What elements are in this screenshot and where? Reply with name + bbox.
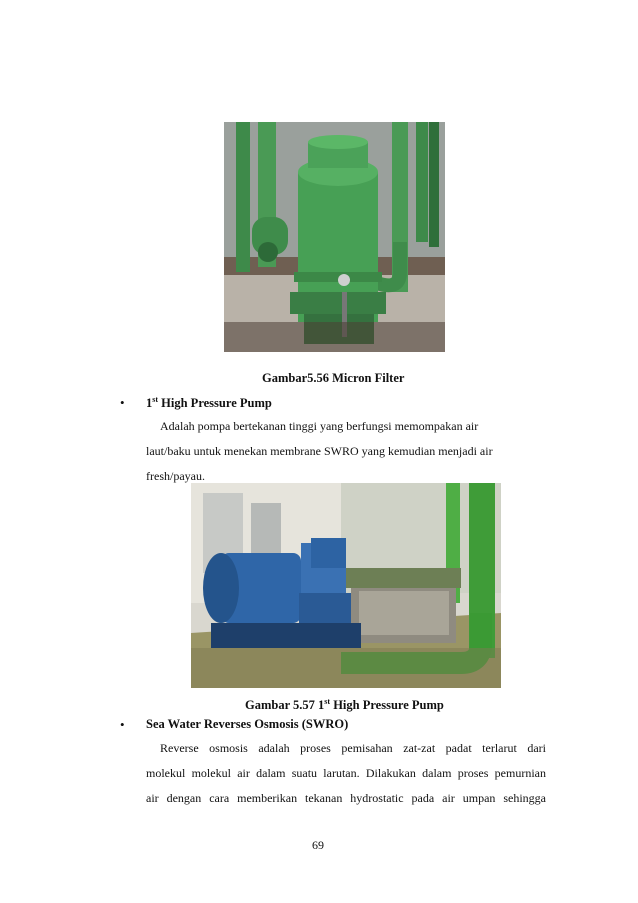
figure1-caption-text: Gambar5.56 Micron Filter: [262, 371, 405, 385]
bullet-glyph-2: •: [120, 717, 125, 732]
section1-heading: [146, 395, 272, 411]
high-pressure-pump-photo: [191, 483, 501, 688]
figure2-caption-sup: st: [324, 697, 331, 706]
figure2-caption-prefix: Gambar 5.57 1: [245, 698, 325, 713]
micron-filter-photo: [224, 122, 445, 352]
bullet-marker: [120, 395, 125, 411]
bullet-marker-2: [120, 717, 125, 733]
pump-illustration: [191, 483, 501, 688]
page-number-text: 69: [312, 838, 324, 852]
section2-heading-text: Sea Water Reverses Osmosis (SWRO): [146, 717, 349, 731]
bullet-glyph: •: [120, 395, 125, 410]
section2-line-3: air dengan cara memberikan tekanan hydrostatic pada air umpan sehingga: [146, 791, 546, 805]
page-number: [312, 838, 324, 853]
figure2-caption-rest: High Pressure Pump: [330, 698, 444, 713]
section1-line-3: fresh/payau.: [146, 469, 205, 483]
section2-line-1: Reverse osmosis adalah proses pemisahan zat-zat padat terlarut dari: [160, 741, 546, 755]
section2-paragraph: [146, 736, 546, 811]
section2-line-2: molekul molekul air dalam suatu larutan. Dilakukan dalam proses pemurnian: [146, 766, 546, 780]
section1-heading-sup: st: [152, 395, 159, 404]
figure1-caption: [262, 371, 404, 386]
figure2-caption: [245, 697, 444, 713]
section1-paragraph: [146, 414, 516, 489]
section1-heading-prefix: 1: [146, 396, 153, 411]
section1-line-2: laut/baku untuk menekan membrane SWRO yang kemudian menjadi air: [146, 444, 493, 458]
micron-filter-illustration: [224, 122, 445, 352]
section1-line-1: Adalah pompa bertekanan tinggi yang berfungsi memompakan air: [160, 419, 479, 433]
section2-heading: [146, 717, 348, 732]
section1-heading-rest: High Pressure Pump: [158, 396, 272, 411]
